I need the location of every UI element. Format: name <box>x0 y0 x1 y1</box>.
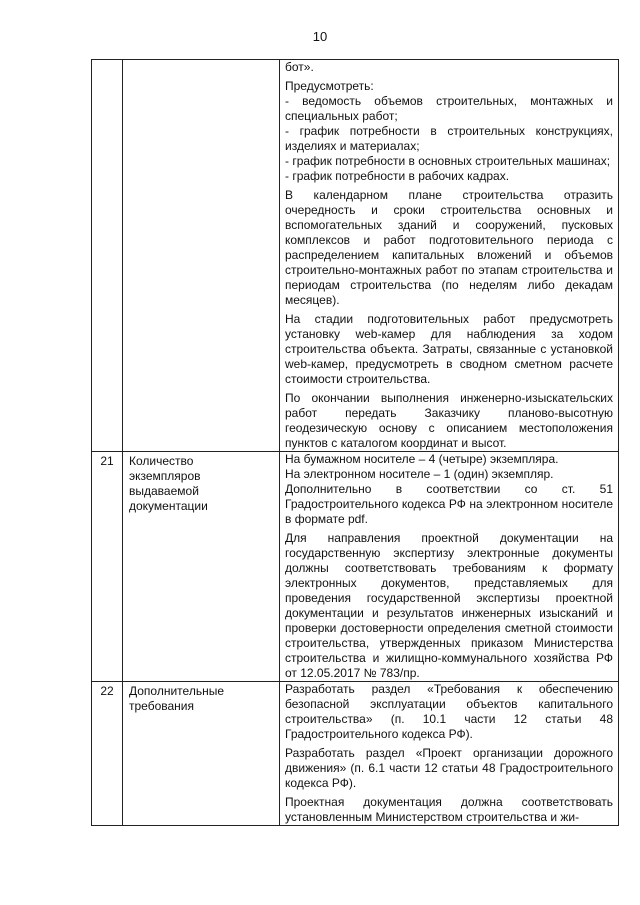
row-name-line: выдаваемой <box>129 484 199 498</box>
row-name-line: документации <box>129 499 208 513</box>
paragraph-line: - график потребности в основных строительных машинах; <box>285 154 611 168</box>
row-description <box>280 452 619 682</box>
paragraph-line: По окончании выполнения инженерно-изыскательских работ передать Заказчику планово-высотную геодезическую основу с описанием местоположения пунктов с каталогом координат и высот. <box>285 391 613 450</box>
paragraph <box>285 452 613 527</box>
paragraph <box>285 531 613 681</box>
paragraph-line: Дополнительно в соответствии со ст. 51 Градостроительного кодекса РФ на электронном носителе в формате pdf. <box>285 482 613 526</box>
row-description <box>280 60 619 452</box>
paragraph-line: Предусмотреть: <box>285 79 374 93</box>
paragraph-line: Разработать раздел «Проект организации дорожного движения» (п. 6.1 части 12 статьи 48 Градостроительного кодекса РФ). <box>285 746 613 790</box>
paragraph <box>285 391 613 451</box>
table-row <box>92 452 619 682</box>
row-name-line: экземпляров <box>129 469 201 483</box>
row-name <box>123 452 280 682</box>
paragraph-line: На стадии подготовительных работ предусмотреть установку web-камер для наблюдения за ходом строительства объекта. Затраты, связанные с установкой web-камер, предусмотреть в сводном сметном расчете стоимости строительства. <box>285 312 613 386</box>
table-row <box>92 60 619 452</box>
row-name <box>123 60 280 452</box>
paragraph <box>285 79 613 184</box>
paragraph-line: - ведомость объемов строительных, монтажных и специальных работ; <box>285 94 613 123</box>
paragraph <box>285 312 613 387</box>
paragraph-line: Проектная документация должна соответствовать установленным Министерством строительства и жи- <box>285 795 613 824</box>
row-name-line: требования <box>129 699 194 713</box>
paragraph-line: На бумажном носителе – 4 (четыре) экземпляра. <box>285 452 559 466</box>
table-row <box>92 682 619 826</box>
row-name-line: Количество <box>129 454 194 468</box>
paragraph-line: бот». <box>285 60 314 74</box>
paragraph-line: - график потребности в строительных конструкциях, изделиях и материалах; <box>285 124 613 153</box>
paragraph-line: Для направления проектной документации на государственную экспертизу электронные документы должны соответствовать требованиям к формату электронных документов, представляемых для проведения государственной экспертизы проектной документации и результатов инженерных изысканий и проверки достоверности определения сметной стоимости строительства, утвержденных приказом Министерства строительства и жилищно-коммунального хозяйства РФ от 12.05.2017 № 783/пр. <box>285 531 613 680</box>
row-number: 21 <box>92 452 123 682</box>
row-number: 22 <box>92 682 123 826</box>
paragraph <box>285 795 613 825</box>
paragraph-line: На электронном носителе – 1 (один) экземпляр. <box>285 467 554 481</box>
paragraph <box>285 746 613 791</box>
paragraph <box>285 682 613 742</box>
paragraph-line: В календарном плане строительства отразить очередность и сроки строительства основных и вспомогательных зданий и сооружений, пусковых комплексов и работ подготовительного периода с распределением капитальных вложений и объемов строительно-монтажных работ по этапам строительства и периодам строительства (по неделям либо декадам месяцев). <box>285 188 613 307</box>
page-number: 10 <box>312 29 328 44</box>
paragraph-line: - график потребности в рабочих кадрах. <box>285 169 510 183</box>
row-name-line: Дополнительные <box>129 684 224 698</box>
paragraph-line: Разработать раздел «Требования к обеспечению безопасной эксплуатации объектов капитального строительства» (п. 10.1 части 12 статьи 48 Градостроительного кодекса РФ). <box>285 682 613 741</box>
requirements-table <box>91 59 619 826</box>
paragraph <box>285 188 613 308</box>
row-description <box>280 682 619 826</box>
row-name <box>123 682 280 826</box>
paragraph <box>285 60 613 75</box>
row-number <box>92 60 123 452</box>
